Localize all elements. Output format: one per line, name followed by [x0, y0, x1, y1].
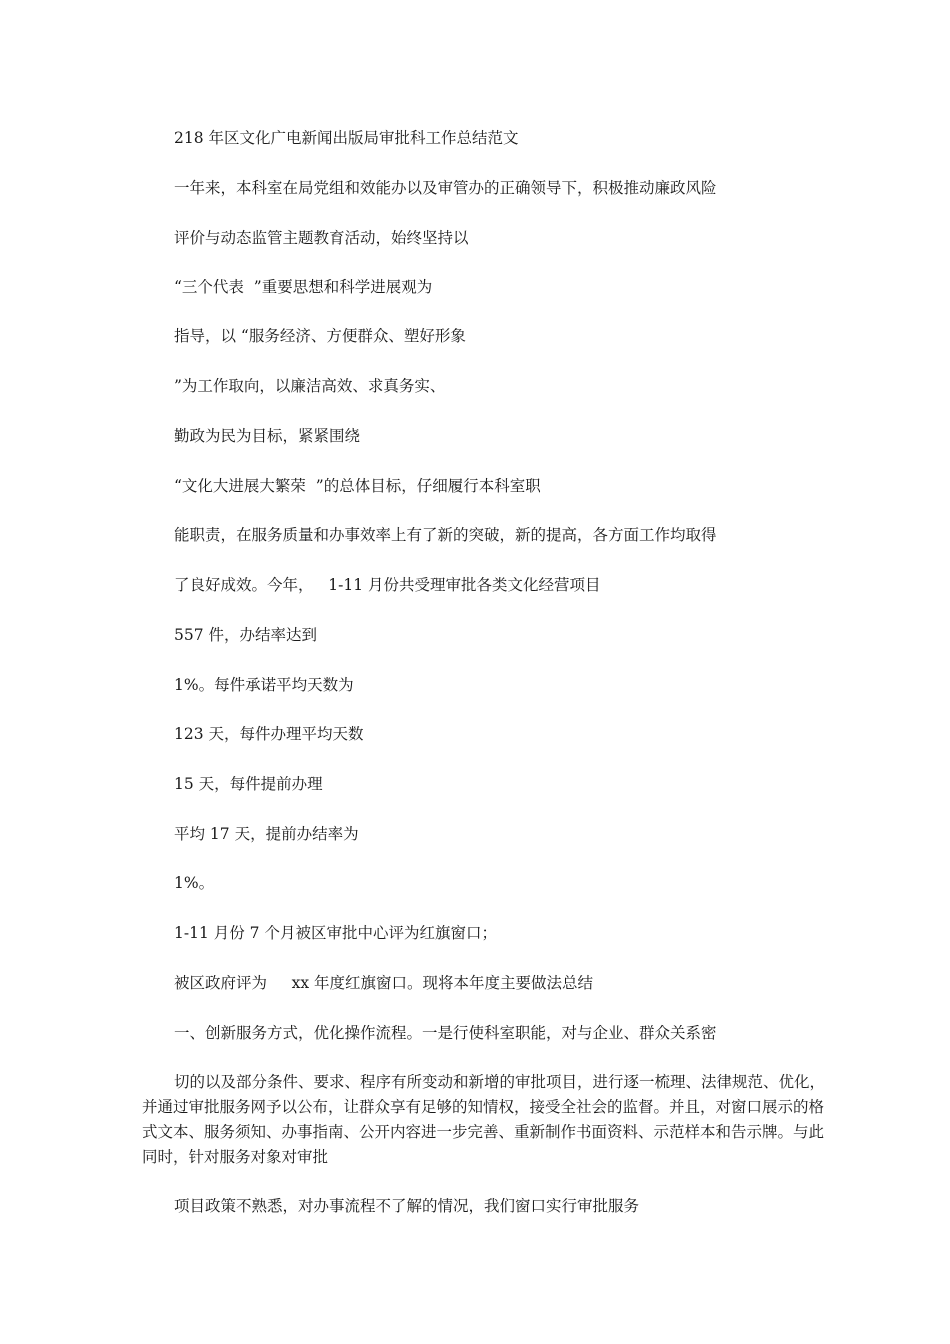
- text-line: 1%。: [174, 874, 215, 892]
- text-line: 平均 17 天，提前办结率为: [174, 825, 359, 843]
- text-line: 能职责，在服务质量和办事效率上有了新的突破，新的提高，各方面工作均取得: [174, 526, 717, 544]
- text-line: 被区政府评为 xx 年度红旗窗口。现将本年度主要做法总结: [174, 974, 594, 992]
- text-line: “三个代表 ”重要思想和科学进展观为: [174, 278, 433, 296]
- text-line: 一、创新服务方式，优化操作流程。一是行使科室职能，对与企业、群众关系密: [174, 1024, 717, 1042]
- document-title: 218 年区文化广电新闻出版局审批科工作总结范文: [174, 129, 519, 147]
- text-line: ”为工作取向，以廉洁高效、求真务实、: [174, 377, 446, 395]
- text-line: 勤政为民为目标，紧紧围绕: [174, 427, 361, 445]
- text-line: 557 件，办结率达到: [174, 626, 318, 644]
- text-line: 一年来，本科室在局党组和效能办以及审管办的正确领导下，积极推动廉政风险: [174, 179, 717, 197]
- text-line: 项目政策不熟悉，对办事流程不了解的情况，我们窗口实行审批服务: [174, 1197, 640, 1215]
- body-paragraph: 切的以及部分条件、要求、程序有所变动和新增的审批项目，进行逐一梳理、法律规范、优化，并通过审批服务网予以公布，让群众享有足够的知情权，接受全社会的监督。并且，对窗口展示的格式文本、服务须知、办事指南、公开内容进一步完善、重新制作书面资料、示范样本和告示牌。与此同时，针对服务对象对审批: [142, 1073, 826, 1166]
- text-line: 评价与动态监管主题教育活动，始终坚持以: [174, 229, 469, 247]
- text-line: “文化大进展大繁荣 ”的总体目标，仔细履行本科室职: [174, 477, 541, 495]
- text-line: 1%。每件承诺平均天数为: [174, 676, 354, 694]
- text-line: 指导，以 “服务经济、方便群众、塑好形象: [174, 327, 466, 345]
- text-line: 了良好成效。今年， 1-11 月份共受理审批各类文化经营项目: [174, 576, 601, 594]
- text-line: 1-11 月份 7 个月被区审批中心评为红旗窗口；: [174, 924, 497, 942]
- text-line: 123 天，每件办理平均天数: [174, 725, 364, 743]
- text-line: 15 天，每件提前办理: [174, 775, 323, 793]
